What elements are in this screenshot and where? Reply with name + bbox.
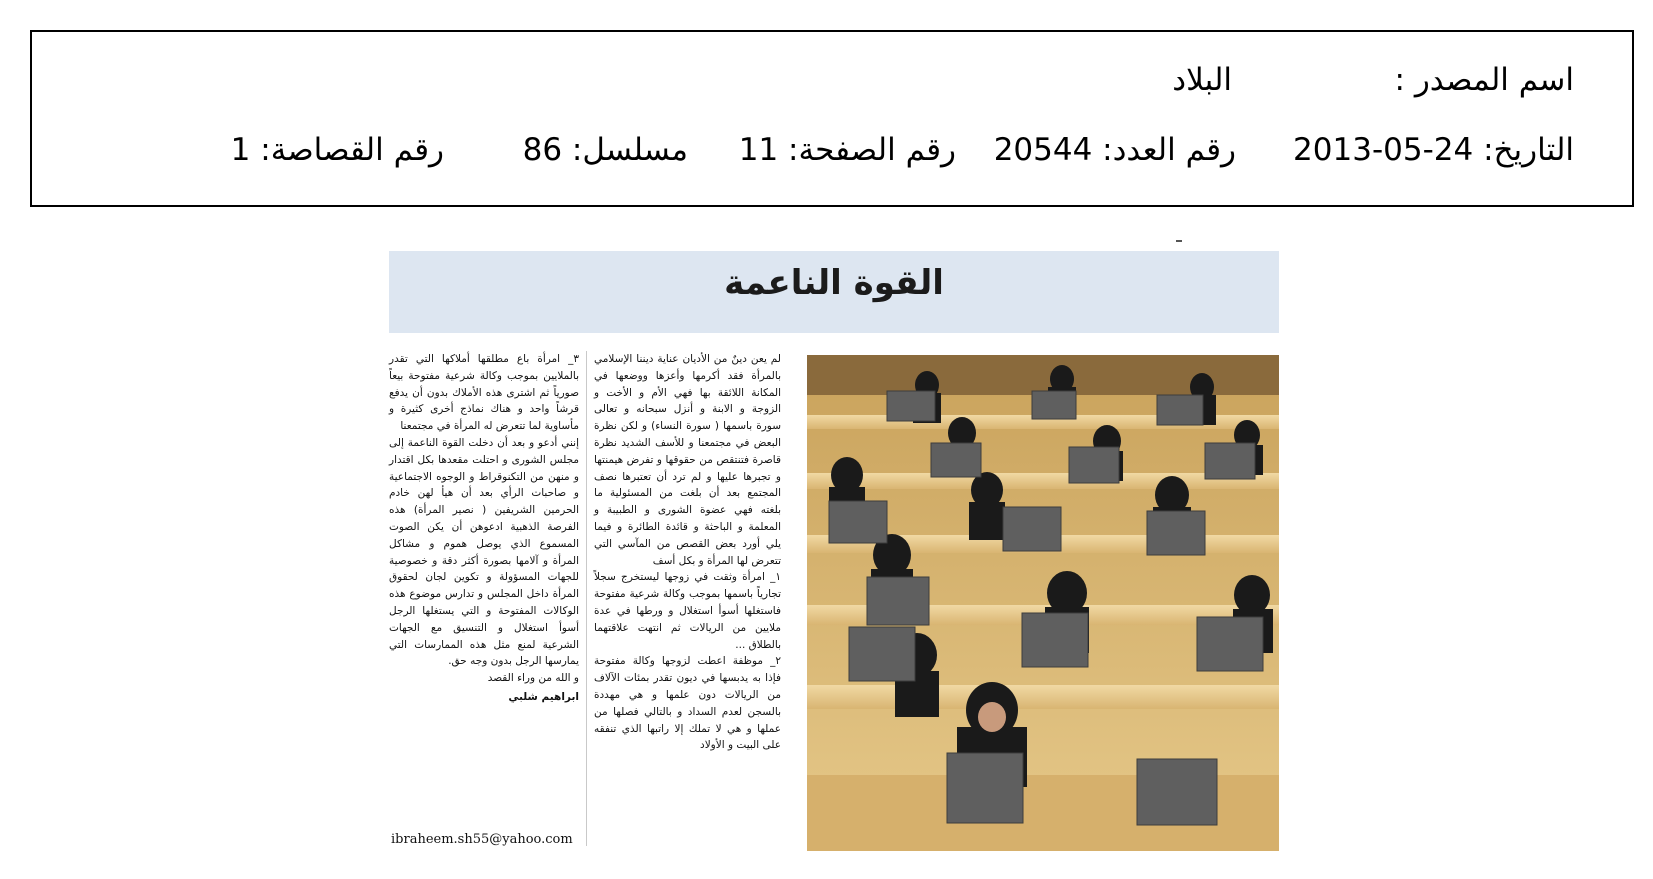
paragraph: إنني أدعو و بعد أن دخلت القوة الناعمة إلى مجلس الشورى و احتلت مقعدها بكل اقتدار و منهن من التكنوقراط و الوجوه الاجتماعية و صاحبات الرأي بعد أن هيأ لهن خادم الحرمين الشريفين ( نصير المرأة) هذه الفرصة الذهبية ادعوهن أن يكن الصوت المسموع الذي يوصل هموم و مشاكل المرأة و آلامها بصورة أكثر دقة و خصوصية للجهات المسؤولة و تكوين لجان لحقوق المرأة داخل المجلس و تدارس موضوع هذه الوكالات المفتوحة و التي يستغلها الرجل أسوأ استغلال و التنسيق مع الجهات الشرعية لمنع مثل هذه الممارسات التي يمارسها الرجل بدون وجه حق. [389,436,579,668]
author-email: ibraheem.sh55@yahoo.com [391,832,573,847]
article-title: القوة الناعمة [724,263,944,303]
article-column-2 [389,351,579,706]
clip-number-field: رقم القصاصة: 1 [230,132,444,168]
article-photo [807,355,1279,851]
page-number-field: رقم الصفحة: 11 [738,132,956,168]
paragraph: لم يعن دينٌ من الأديان عناية ديننا الإسلامي بالمرأة فقد أكرمها وأعزها ووضعها في المكانة اللائقة بها فهي الأم و الأخت و الزوجة و الابنة و أنزل سبحانه و تعالى سورة باسمها ( سورة النساء) و لكن نظرة البعض في مجتمعنا و للأسف الشديد نظرة قاصرة فتنتقص من حقوقها و تفرض هيمنتها و تجبرها عليها و لم ترد أن تعتبرها نصف المجتمع بعد أن بلغت من المسئولية ما بلغته فهي عضوة الشورى و الطبيبة و المعلمة و الباحثة و قائدة الطائرة و فيما يلي أورد بعض القصص من المآسي التي تتعرض لها المرأة و بكل أسف [594,353,781,567]
source-label: اسم المصدر : [1394,62,1574,98]
article-column-1 [594,351,781,754]
paragraph: ٣_ امرأة باع مطلقها أملاكها التي تقدر بالملايين بموجب وكالة شرعية مفتوحة بيعاً صورياً ثم اشترى هذه الأملاك بدون أن يدفع قرشاً واحد و هناك نماذج أخرى كثيرة و مأساوية لما تتعرض له المرأة في مجتمعنا [389,353,579,433]
title-band [389,251,1279,333]
clipping-info-box [30,30,1634,207]
serial-field: مسلسل: 86 [522,132,688,168]
scan-mark [1176,240,1182,242]
newspaper-clipping [389,251,1279,851]
column-divider [586,351,587,846]
paragraph: و الله من وراء القصد [487,672,579,685]
paragraph: ٢_ موظفة اعطت لزوجها وكالة مفتوحة فإذا به يدبسها في ديون تقدر بمئات الآلاف من الريالات دون علمها و هي مهددة بالسجن لعدم السداد و بالتالي فصلها من عملها و هي لا تملك إلا راتبها الذي تنفقه على البيت و الأولاد [594,655,781,752]
date-field: التاريخ: 24-05-2013 [1293,132,1574,168]
author-name: ابراهيم شلبي [508,690,579,703]
paragraph: ١_ امرأة وثقت في زوجها ليستخرج سجلاً تجارياً باسمها بموجب وكالة شرعية مفتوحة فاستغلها أسوأ استغلال و ورطها في عدة ملايين من الريالات ثم انتهت علاقتهما بالطلاق ... [594,571,781,651]
source-value: البلاد [1172,62,1232,98]
issue-number-field: رقم العدد: 20544 [993,132,1236,168]
